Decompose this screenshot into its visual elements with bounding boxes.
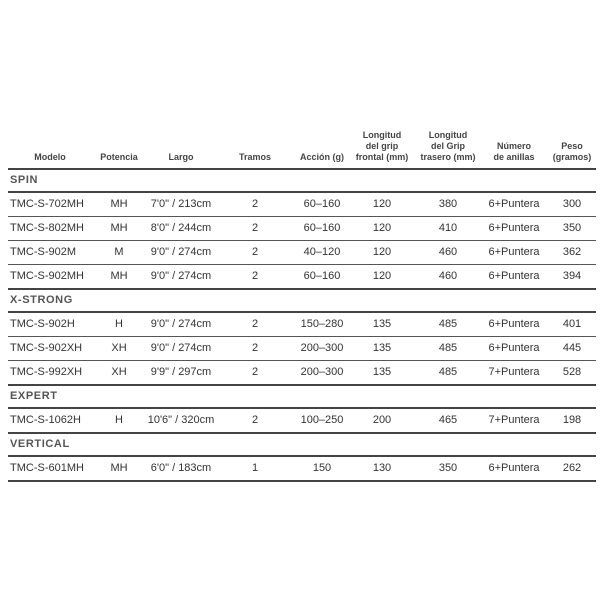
cell-peso: 445 [562,342,582,354]
cell-grip-frontal: 120 [372,246,392,258]
header-grip-trasero-line-2: del Grip [430,141,466,151]
cell-potencia: MH [110,462,128,474]
cell-grip-trasero: 380 [438,198,458,210]
cell-largo: 10'6" / 320cm [147,414,215,426]
cell-potencia: H [115,318,123,330]
header-grip-frontal-line-1: Longitud [362,130,402,140]
cell-grip-trasero: 485 [438,318,458,330]
cell-anillas: 6+Puntera [488,270,540,282]
header-anillas-line-2: de anillas [493,152,535,162]
header-anillas-line-1: Número [496,141,531,151]
cell-peso: 350 [562,222,582,234]
cell-potencia: MH [110,270,128,282]
table-row [8,241,596,265]
header-tramos: Tramos [238,152,272,162]
cell-peso: 401 [562,318,582,330]
cell-tramos: 2 [251,342,259,354]
cell-modelo: TMC-S-992XH [10,366,83,378]
cell-tramos: 2 [251,222,259,234]
header-grip-frontal-line-3: frontal (mm) [355,152,409,162]
cell-anillas: 7+Puntera [488,414,540,426]
cell-grip-trasero: 350 [438,462,458,474]
cell-grip-frontal: 135 [372,318,392,330]
cell-largo: 9'0" / 274cm [150,342,212,354]
header-grip-trasero-line-1: Longitud [428,130,468,140]
table-row [8,193,596,217]
cell-modelo: TMC-S-702MH [10,198,84,210]
cell-anillas: 7+Puntera [488,366,540,378]
cell-largo: 9'0" / 274cm [150,270,212,282]
cell-grip-frontal: 130 [372,462,392,474]
cell-accion: 150–280 [300,318,344,330]
cell-modelo: TMC-S-902M [10,246,77,258]
cell-grip-frontal: 200 [372,414,392,426]
section-title: VERTICAL [10,438,70,450]
cell-anillas: 6+Puntera [488,246,540,258]
cell-peso: 198 [562,414,582,426]
cell-modelo: TMC-S-601MH [10,462,84,474]
cell-grip-trasero: 465 [438,414,458,426]
cell-modelo: TMC-S-902H [10,318,75,330]
table-row [8,265,596,290]
cell-tramos: 2 [251,198,259,210]
cell-anillas: 6+Puntera [488,342,540,354]
cell-peso: 394 [562,270,582,282]
table-row [8,337,596,361]
table-header [8,128,596,170]
cell-grip-trasero: 460 [438,246,458,258]
cell-anillas: 6+Puntera [488,462,540,474]
section-title: X-STRONG [10,294,73,306]
cell-tramos: 2 [251,414,259,426]
cell-largo: 8'0" / 244cm [150,222,212,234]
cell-largo: 6'0" / 183cm [150,462,212,474]
cell-potencia: XH [111,366,127,378]
header-grip-trasero [420,130,475,163]
cell-anillas: 6+Puntera [488,198,540,210]
header-peso [553,141,592,163]
cell-peso: 528 [562,366,582,378]
cell-accion: 100–250 [300,414,344,426]
cell-largo: 9'9" / 297cm [150,366,212,378]
table-row [8,313,596,337]
header-peso-line-2: (gramos) [552,152,592,162]
cell-accion: 40–120 [303,246,341,258]
table-row [8,217,596,241]
header-accion: Acción (g) [300,152,344,162]
section-x-strong [8,290,596,313]
table-row [8,457,596,482]
cell-grip-trasero: 485 [438,366,458,378]
cell-modelo: TMC-S-902MH [10,270,84,282]
cell-grip-frontal: 120 [372,222,392,234]
cell-potencia: XH [111,342,127,354]
cell-tramos: 1 [251,462,259,474]
cell-modelo: TMC-S-802MH [10,222,84,234]
cell-grip-frontal: 135 [372,366,392,378]
cell-potencia: MH [110,198,128,210]
cell-anillas: 6+Puntera [488,222,540,234]
header-potencia: Potencia [100,152,138,162]
cell-peso: 262 [562,462,582,474]
cell-accion: 60–160 [303,270,341,282]
cell-peso: 300 [562,198,582,210]
cell-tramos: 2 [251,246,259,258]
cell-grip-trasero: 485 [438,342,458,354]
cell-grip-frontal: 135 [372,342,392,354]
cell-grip-frontal: 120 [372,198,392,210]
cell-grip-trasero: 460 [438,270,458,282]
header-grip-frontal [356,130,409,163]
header-modelo: Modelo [34,152,66,162]
header-largo: Largo [168,152,194,162]
cell-potencia: MH [110,222,128,234]
cell-modelo: TMC-S-902XH [10,342,83,354]
cell-modelo: TMC-S-1062H [10,414,81,426]
section-spin [8,170,596,193]
cell-accion: 200–300 [300,366,344,378]
cell-accion: 200–300 [300,342,344,354]
cell-accion: 60–160 [303,198,341,210]
header-anillas [493,141,534,163]
cell-potencia: H [115,414,123,426]
header-grip-trasero-line-3: trasero (mm) [420,152,476,162]
spec-table [8,128,596,482]
cell-accion: 150 [312,462,332,474]
cell-grip-frontal: 120 [372,270,392,282]
section-title: SPIN [10,174,39,186]
table-row [8,361,596,386]
cell-anillas: 6+Puntera [488,318,540,330]
cell-accion: 60–160 [303,222,341,234]
cell-largo: 9'0" / 274cm [150,318,212,330]
header-peso-line-1: Peso [561,141,583,151]
cell-grip-trasero: 410 [438,222,458,234]
section-expert [8,386,596,409]
cell-largo: 7'0" / 213cm [150,198,212,210]
cell-tramos: 2 [251,366,259,378]
cell-potencia: M [114,246,124,258]
section-title: EXPERT [10,390,58,402]
cell-tramos: 2 [251,318,259,330]
cell-peso: 362 [562,246,582,258]
cell-tramos: 2 [251,270,259,282]
cell-largo: 9'0" / 274cm [150,246,212,258]
section-vertical [8,434,596,457]
table-row [8,409,596,434]
header-grip-frontal-line-2: del grip [365,141,399,151]
